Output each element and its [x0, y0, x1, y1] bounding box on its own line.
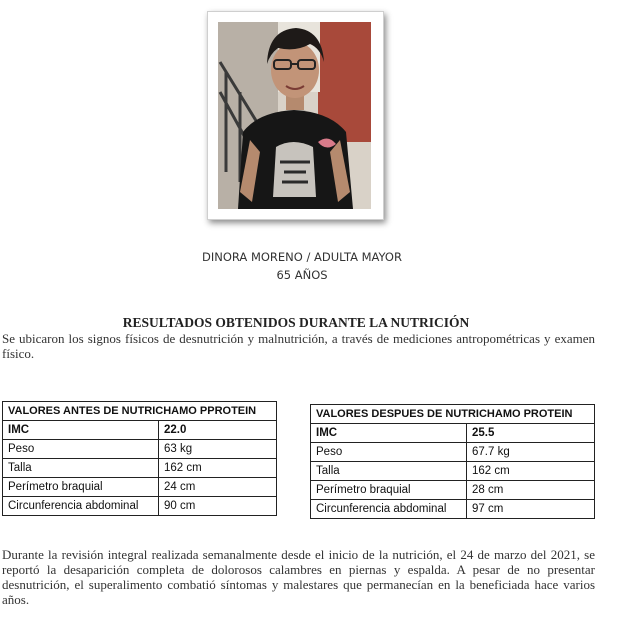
row-label: Peso: [311, 443, 467, 462]
table-row: [311, 443, 595, 462]
row-label: Circunferencia abdominal: [3, 497, 159, 516]
table-title: VALORES ANTES DE NUTRICHAMO PPROTEIN: [3, 402, 277, 421]
row-value: 97 cm: [467, 500, 595, 519]
row-label: Perímetro braquial: [3, 478, 159, 497]
row-label: IMC: [3, 421, 159, 440]
row-value: 67.7 kg: [467, 443, 595, 462]
table-row: [3, 459, 277, 478]
conclusion-paragraph: Durante la revisión integral realizada semanalmente desde el inicio de la nutrición, el 24 de marzo del 2021, se reportó la desaparición completa de dolorosos calambres en piernas y espalda. A pesar de no presentar desnutrición, el superalimento combatió síntomas y malestares que permanecían en la beneficiada hace varios años.: [2, 547, 595, 607]
patient-age: 65 AÑOS: [276, 268, 328, 282]
table-row: [3, 421, 277, 440]
row-value: 63 kg: [159, 440, 277, 459]
after-values-table: [310, 404, 595, 519]
table-row: [311, 500, 595, 519]
row-label: IMC: [311, 424, 467, 443]
table-row: [3, 497, 277, 516]
intro-paragraph: Se ubicaron los signos físicos de desnutrición y malnutrición, a través de mediciones antropométricas y examen físico.: [2, 331, 595, 361]
row-value: 162 cm: [467, 462, 595, 481]
profile-photo: [218, 22, 371, 209]
row-label: Peso: [3, 440, 159, 459]
table-title: VALORES DESPUES DE NUTRICHAMO PROTEIN: [311, 405, 595, 424]
section-heading: RESULTADOS OBTENIDOS DURANTE LA NUTRICIÓN: [122, 315, 470, 330]
row-label: Talla: [311, 462, 467, 481]
profile-photo-frame: [207, 11, 384, 220]
table-row: [311, 481, 595, 500]
row-label: Talla: [3, 459, 159, 478]
table-row: [3, 478, 277, 497]
row-value: 25.5: [467, 424, 595, 443]
table-title-row: [3, 402, 277, 421]
row-value: 162 cm: [159, 459, 277, 478]
before-values-table: [2, 401, 277, 516]
row-value: 22.0: [159, 421, 277, 440]
table-row: [311, 462, 595, 481]
row-label: Perímetro braquial: [311, 481, 467, 500]
row-value: 24 cm: [159, 478, 277, 497]
row-value: 28 cm: [467, 481, 595, 500]
row-value: 90 cm: [159, 497, 277, 516]
table-row: [311, 424, 595, 443]
patient-name: DINORA MORENO / ADULTA MAYOR: [202, 250, 402, 264]
table-title-row: [311, 405, 595, 424]
table-row: [3, 440, 277, 459]
row-label: Circunferencia abdominal: [311, 500, 467, 519]
